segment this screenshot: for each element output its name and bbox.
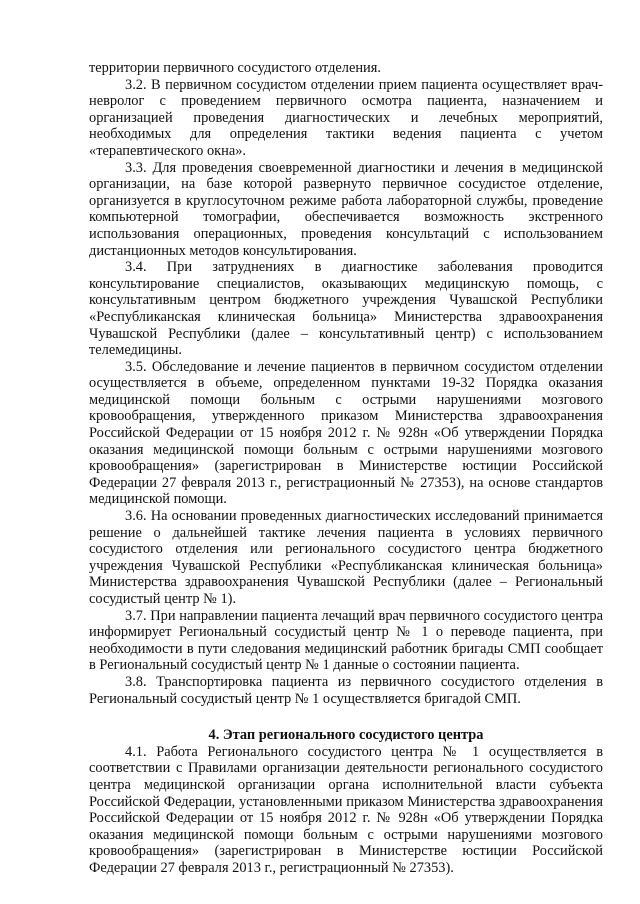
paragraph-3-4: 3.4. При затруднениях в диагностике заболевания проводится консультирование специалистов, оказывающих медицинскую помощь, с консультативным центром бюджетного учреждения Чувашской Республики «Республиканская клиническая больница» Министерства здравоохранения Чувашской Республики (далее – консультативный центр) с использованием телемедицины. <box>89 259 603 359</box>
paragraph-continuation: территории первичного сосудистого отделения. <box>89 60 381 76</box>
section-heading: 4. Этап регионального сосудистого центра <box>208 727 484 744</box>
paragraph-3-7: 3.7. При направлении пациента лечащий врач первичного сосудистого центра информирует Региональный сосудистый центр № 1 о переводе пациента, при необходимости в пути следования медицинский работник бригады СМП сообщает в Региональный сосудистый центр № 1 данные о состоянии пациента. <box>89 607 603 674</box>
paragraph-3-3: 3.3. Для проведения своевременной диагностики и лечения в медицинской организации, на базе которой развернуто первичное сосудистое отделение, организуется в круглосуточном режиме работа лабораторной службы, проведение компьютерной томографии, обеспечивается возможность экстренного использования операционных, проведения консультаций с использованием дистанционных методов консультирования. <box>89 159 603 259</box>
paragraph-3-6: 3.6. На основании проведенных диагностических исследований принимается решение о дальнейшей тактике лечения пациента в условиях первичного сосудистого отделения или регионального сосудистого центра бюджетного учреждения Чувашской Республики «Республиканская клиническая больница» Министерства здравоохранения Чувашской Республики (далее – Региональный сосудистый центр № 1). <box>89 508 603 607</box>
document-page <box>89 60 603 877</box>
paragraph-3-8: 3.8. Транспортировка пациента из первичного сосудистого отделения в Региональный сосудистый центр № 1 осуществляется бригадой СМП. <box>89 673 603 707</box>
paragraph-3-2: 3.2. В первичном сосудистом отделении прием пациента осуществляет врач-невролог с проведением первичного осмотра пациента, назначением и организацией проведения диагностических и лечебных мероприятий, необходимых для определения тактики ведения пациента с учетом «терапевтического окна». <box>89 76 603 159</box>
paragraph-4-1: 4.1. Работа Регионального сосудистого центра № 1 осуществляется в соответствии с Правилами организации деятельности регионального сосудистого центра медицинской организации органа исполнительной власти субъекта Российской Федерации, установленными приказом Министерства здравоохранения Российской Федерации от 15 ноября 2012 г. № 928н «Об утверждении Порядка оказания медицинской помощи больным с острыми нарушениями мозгового кровообращения» (зарегистрирован в Министерстве юстиции Российской Федерации 27 февраля 2013 г., регистрационный № 27353). <box>89 743 603 876</box>
paragraph-3-5: 3.5. Обследование и лечение пациентов в первичном сосудистом отделении осуществляется в объеме, определенном пунктами 19-32 Порядка оказания медицинской помощи больным с острыми нарушениями мозгового кровообращения, утвержденного приказом Министерства здравоохранения Российской Федерации от 15 ноября 2012 г. № 928н «Об утверждении Порядка оказания медицинской помощи больным с острыми нарушениями мозгового кровообращения» (зарегистрирован в Министерстве юстиции Российской Федерации 27 февраля 2013 г., регистрационный № 27353), на основе стандартов медицинской помощи. <box>89 358 603 508</box>
